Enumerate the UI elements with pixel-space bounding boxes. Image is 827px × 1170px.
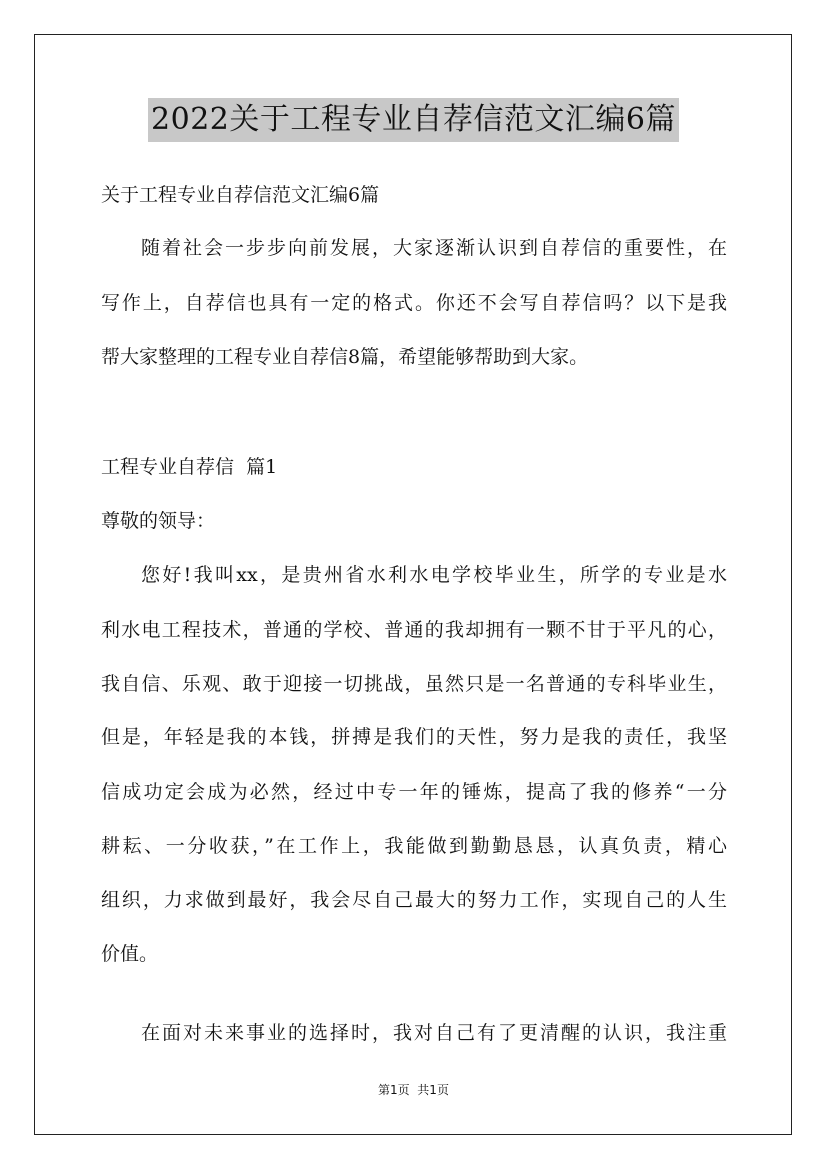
body-line: 利水电工程技术，普通的学校、普通的我却拥有一颗不甘于平凡的心，	[101, 619, 727, 641]
intro-line: 帮大家整理的工程专业自荐信8篇，希望能够帮助到大家。	[101, 346, 589, 368]
body-line: 但是，年轻是我的本钱，拼搏是我们的天性，努力是我的责任，我坚	[101, 726, 727, 748]
intro-line: 写作上，自荐信也具有一定的格式。你还不会写自荐信吗？以下是我	[101, 292, 727, 314]
body-line: 您好!我叫xx，是贵州省水利水电学校毕业生，所学的专业是水	[141, 564, 727, 586]
intro-line: 随着社会一步步向前发展，大家逐渐认识到自荐信的重要性，在	[141, 237, 727, 259]
body-line: 我自信、乐观、敢于迎接一切挑战，虽然只是一名普通的专科毕业生，	[101, 673, 727, 695]
document-title: 2022关于工程专业自荐信范文汇编6篇	[148, 98, 679, 142]
document-subtitle: 关于工程专业自荐信范文汇编6篇	[101, 184, 380, 206]
body-line: 信成功定会成为必然，经过中专一年的锤炼，提高了我的修养“一分	[101, 781, 727, 803]
section-heading: 工程专业自荐信 篇1	[101, 456, 278, 478]
salutation: 尊敬的领导：	[101, 510, 216, 532]
body-line: 在面对未来事业的选择时，我对自己有了更清醒的认识，我注重	[141, 1022, 727, 1044]
body-line: 组织，力求做到最好，我会尽自己最大的努力工作，实现自己的人生	[101, 889, 727, 911]
body-line: 价值。	[101, 943, 159, 965]
title-container	[0, 98, 827, 142]
body-line: 耕耘、一分收获，”在工作上，我能做到勤勤恳恳，认真负责，精心	[101, 835, 727, 857]
page-footer	[0, 1081, 827, 1098]
page-number-label: 第1页 共1页	[378, 1083, 449, 1097]
